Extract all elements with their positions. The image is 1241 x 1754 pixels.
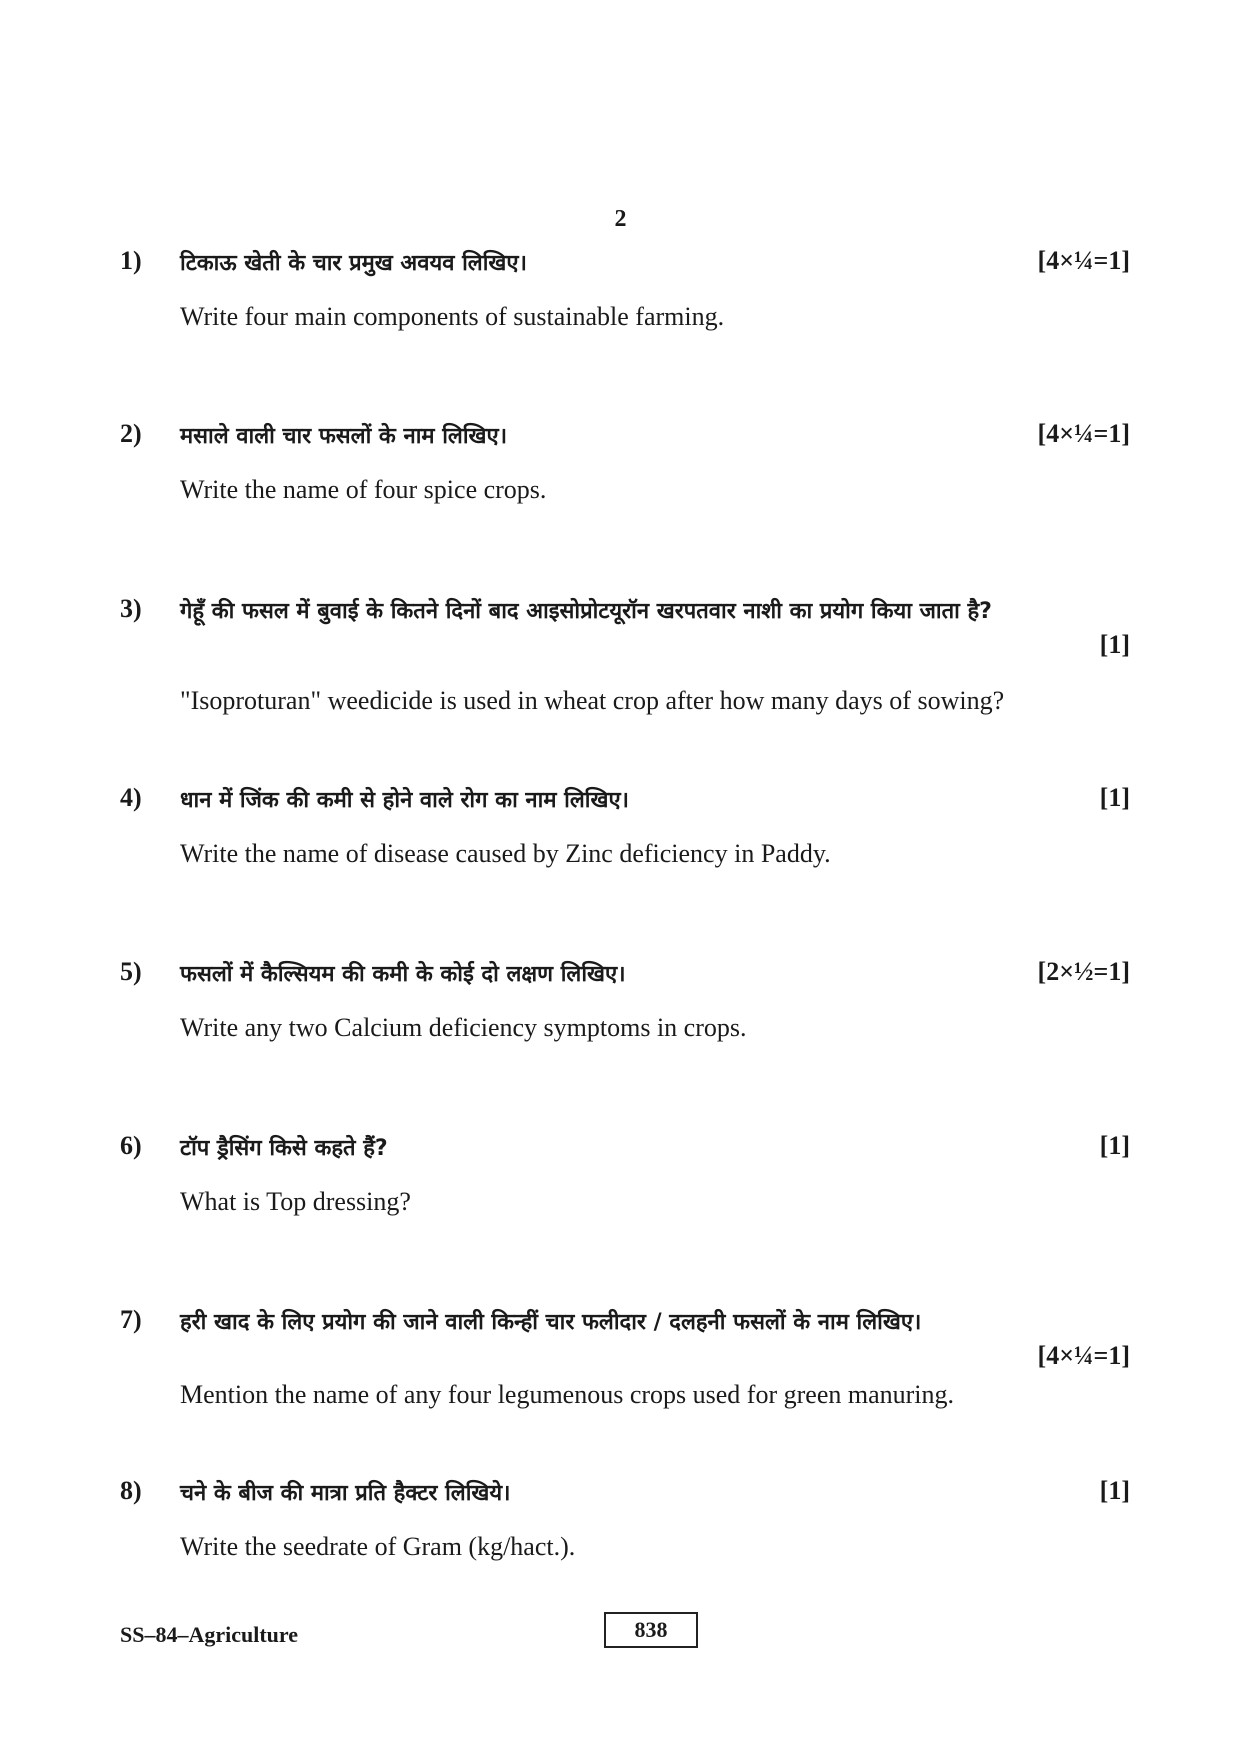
question-hindi: चने के बीज की मात्रा प्रति हैक्टर लिखिये।: [180, 1481, 511, 1506]
question-marks: [1]: [1099, 630, 1130, 659]
question-english: Write any two Calcium deficiency symptoms in crops.: [180, 1013, 747, 1042]
question-hindi: टॉप ड्रैसिंग किसे कहते हैं?: [180, 1136, 388, 1161]
question-marks: [2×½=1]: [1037, 957, 1130, 986]
question-english: What is Top dressing?: [180, 1187, 411, 1216]
page-number: 2: [614, 206, 627, 232]
question-marks: [4×¼=1]: [1037, 246, 1130, 275]
question-marks: [4×¼=1]: [1037, 1341, 1130, 1370]
question-marks: [1]: [1099, 1131, 1130, 1160]
question-marks: [4×¼=1]: [1037, 419, 1130, 448]
question-number: 3): [120, 594, 142, 623]
page-code-box: 838: [604, 1612, 698, 1648]
question-hindi: धान में जिंक की कमी से होने वाले रोग का नाम लिखिए।: [180, 788, 629, 813]
question-english: Mention the name of any four legumenous crops used for green manuring.: [180, 1380, 955, 1409]
question-english: Write four main components of sustainable farming.: [180, 302, 725, 331]
question-number: 4): [120, 783, 142, 812]
question-english: Write the seedrate of Gram (kg/hact.).: [180, 1532, 576, 1561]
question-number: 6): [120, 1131, 142, 1160]
question-number: 8): [120, 1476, 142, 1505]
question-number: 1): [120, 246, 142, 275]
question-number: 2): [120, 419, 142, 448]
question-hindi: टिकाऊ खेती के चार प्रमुख अवयव लिखिए।: [180, 251, 527, 276]
question-hindi: मसाले वाली चार फसलों के नाम लिखिए।: [180, 424, 508, 449]
question-marks: [1]: [1099, 1476, 1130, 1505]
question-number: 7): [120, 1305, 142, 1334]
question-english: Write the name of four spice crops.: [180, 475, 547, 504]
question-english: "Isoproturan" weedicide is used in wheat crop after how many days of sowing?: [180, 686, 1005, 715]
question-hindi: हरी खाद के लिए प्रयोग की जाने वाली किन्हीं चार फलीदार / दलहनी फसलों के नाम लिखिए।: [180, 1310, 922, 1335]
question-english: Write the name of disease caused by Zinc deficiency in Paddy.: [180, 839, 831, 868]
question-number: 5): [120, 957, 142, 986]
question-hindi: फसलों में कैल्सियम की कमी के कोई दो लक्षण लिखिए।: [180, 962, 626, 987]
question-hindi: गेहूँ की फसल में बुवाई के कितने दिनों बाद आइसोप्रोटयूरॉन खरपतवार नाशी का प्रयोग किया जाता है?: [180, 599, 992, 624]
question-marks: [1]: [1099, 783, 1130, 812]
paper-code: SS–84–Agriculture: [120, 1622, 299, 1647]
